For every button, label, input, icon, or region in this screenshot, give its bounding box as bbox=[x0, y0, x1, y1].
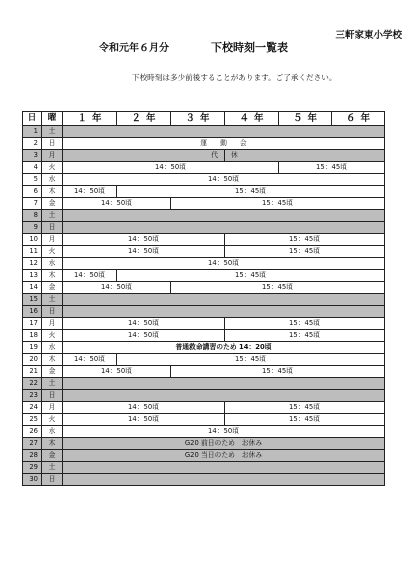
date-cell: 6 bbox=[23, 186, 42, 198]
table-row bbox=[23, 234, 385, 246]
date-cell: 4 bbox=[23, 162, 42, 174]
date-cell: 8 bbox=[23, 210, 42, 222]
date-cell: 30 bbox=[23, 474, 42, 486]
table-row bbox=[23, 306, 385, 318]
date-cell: 18 bbox=[23, 330, 42, 342]
date-cell: 28 bbox=[23, 450, 42, 462]
table-row bbox=[23, 222, 385, 234]
date-cell: 2 bbox=[23, 138, 42, 150]
time-cell: 14：50頃 bbox=[63, 426, 385, 438]
time-cell: 14：50頃 bbox=[63, 198, 171, 210]
table-row bbox=[23, 150, 385, 162]
table-row bbox=[23, 378, 385, 390]
table-row bbox=[23, 474, 385, 486]
date-cell: 1 bbox=[23, 126, 42, 138]
table-row bbox=[23, 162, 385, 174]
dow-cell: 土 bbox=[42, 378, 63, 390]
table-row bbox=[23, 426, 385, 438]
table-row bbox=[23, 126, 385, 138]
time-cell: 15：45頃 bbox=[225, 234, 385, 246]
dow-cell: 水 bbox=[42, 342, 63, 354]
dow-cell: 金 bbox=[42, 366, 63, 378]
dow-cell: 日 bbox=[42, 306, 63, 318]
table-row bbox=[23, 138, 385, 150]
table-row bbox=[23, 258, 385, 270]
table-row bbox=[23, 282, 385, 294]
header-dow: 曜 bbox=[42, 112, 63, 126]
table-row bbox=[23, 198, 385, 210]
time-cell: 14：50頃 bbox=[63, 414, 225, 426]
time-cell: 14：50頃 bbox=[63, 330, 225, 342]
event-note: G20 前日のため お休み bbox=[63, 438, 385, 450]
time-cell: 15：45頃 bbox=[117, 270, 385, 282]
date-cell: 26 bbox=[23, 426, 42, 438]
time-cell: 14：50頃 bbox=[63, 318, 225, 330]
event-note: 普通救命講習のため 14：20頃 bbox=[63, 342, 385, 354]
substitute-holiday-1: 代 bbox=[63, 150, 225, 162]
table-row bbox=[23, 186, 385, 198]
date-cell: 27 bbox=[23, 438, 42, 450]
time-cell: 14：50頃 bbox=[63, 162, 279, 174]
time-cell: 14：50頃 bbox=[63, 246, 225, 258]
dow-cell: 月 bbox=[42, 318, 63, 330]
date-cell: 25 bbox=[23, 414, 42, 426]
holiday-cell bbox=[63, 462, 385, 474]
title-month: 令和元年６月分 bbox=[99, 43, 169, 54]
table-row bbox=[23, 438, 385, 450]
dow-cell: 火 bbox=[42, 414, 63, 426]
table-row bbox=[23, 462, 385, 474]
time-cell: 15：45頃 bbox=[171, 366, 385, 378]
event-note: G20 当日のため お休み bbox=[63, 450, 385, 462]
table-header-row bbox=[23, 112, 385, 126]
dow-cell: 土 bbox=[42, 294, 63, 306]
dow-cell: 火 bbox=[42, 246, 63, 258]
dow-cell: 日 bbox=[42, 474, 63, 486]
dow-cell: 木 bbox=[42, 186, 63, 198]
table-row bbox=[23, 354, 385, 366]
date-cell: 7 bbox=[23, 198, 42, 210]
time-cell: 14：50頃 bbox=[63, 186, 117, 198]
header-grade-1: １年 bbox=[63, 112, 117, 126]
dow-cell: 火 bbox=[42, 330, 63, 342]
date-cell: 16 bbox=[23, 306, 42, 318]
date-cell: 3 bbox=[23, 150, 42, 162]
time-cell: 14：50頃 bbox=[63, 174, 385, 186]
time-cell: 14：50頃 bbox=[63, 402, 225, 414]
dow-cell: 水 bbox=[42, 426, 63, 438]
table-row bbox=[23, 450, 385, 462]
school-name: 三軒家東小学校 bbox=[335, 30, 402, 41]
date-cell: 10 bbox=[23, 234, 42, 246]
time-cell: 15：45頃 bbox=[225, 414, 385, 426]
dow-cell: 土 bbox=[42, 126, 63, 138]
date-cell: 12 bbox=[23, 258, 42, 270]
dismissal-time-table bbox=[22, 111, 385, 486]
dow-cell: 木 bbox=[42, 438, 63, 450]
date-cell: 13 bbox=[23, 270, 42, 282]
table-row bbox=[23, 342, 385, 354]
date-cell: 21 bbox=[23, 366, 42, 378]
date-cell: 15 bbox=[23, 294, 42, 306]
time-cell: 15：45頃 bbox=[225, 402, 385, 414]
dow-cell: 月 bbox=[42, 150, 63, 162]
header-grade-3: ３年 bbox=[171, 112, 225, 126]
time-cell: 15：45頃 bbox=[225, 246, 385, 258]
page-title: 下校時刻一覧表 bbox=[211, 41, 288, 54]
dow-cell: 木 bbox=[42, 270, 63, 282]
time-cell: 14：50頃 bbox=[63, 270, 117, 282]
table-row bbox=[23, 270, 385, 282]
dow-cell: 日 bbox=[42, 222, 63, 234]
dow-cell: 水 bbox=[42, 258, 63, 270]
time-cell: 14：50頃 bbox=[63, 354, 117, 366]
date-cell: 22 bbox=[23, 378, 42, 390]
holiday-cell bbox=[63, 378, 385, 390]
notice-text: 下校時刻は多少前後することがあります。ご了承ください。 bbox=[132, 73, 337, 82]
table-row bbox=[23, 210, 385, 222]
dow-cell: 火 bbox=[42, 162, 63, 174]
dow-cell: 金 bbox=[42, 450, 63, 462]
dow-cell: 金 bbox=[42, 198, 63, 210]
dow-cell: 月 bbox=[42, 234, 63, 246]
time-cell: 15：45頃 bbox=[117, 354, 385, 366]
dow-cell: 水 bbox=[42, 174, 63, 186]
date-cell: 17 bbox=[23, 318, 42, 330]
time-cell: 15：45頃 bbox=[225, 318, 385, 330]
event-note: 運動会 bbox=[63, 138, 385, 150]
dow-cell: 月 bbox=[42, 402, 63, 414]
date-cell: 20 bbox=[23, 354, 42, 366]
dow-cell: 日 bbox=[42, 390, 63, 402]
holiday-cell bbox=[63, 306, 385, 318]
holiday-cell bbox=[63, 222, 385, 234]
table-row bbox=[23, 174, 385, 186]
holiday-cell bbox=[63, 210, 385, 222]
dow-cell: 木 bbox=[42, 354, 63, 366]
date-cell: 19 bbox=[23, 342, 42, 354]
dow-cell: 土 bbox=[42, 462, 63, 474]
holiday-cell bbox=[63, 294, 385, 306]
table-row bbox=[23, 402, 385, 414]
dow-cell: 日 bbox=[42, 138, 63, 150]
holiday-cell bbox=[63, 474, 385, 486]
header-grade-4: ４年 bbox=[225, 112, 279, 126]
time-cell: 14：50頃 bbox=[63, 234, 225, 246]
time-cell: 15：45頃 bbox=[225, 330, 385, 342]
header-grade-5: ５年 bbox=[279, 112, 332, 126]
time-cell: 14：50頃 bbox=[63, 366, 171, 378]
header-grade-6: ６年 bbox=[332, 112, 385, 126]
holiday-cell bbox=[63, 390, 385, 402]
substitute-holiday-2: 休 bbox=[225, 150, 385, 162]
table-row bbox=[23, 330, 385, 342]
date-cell: 29 bbox=[23, 462, 42, 474]
date-cell: 14 bbox=[23, 282, 42, 294]
date-cell: 23 bbox=[23, 390, 42, 402]
dow-cell: 土 bbox=[42, 210, 63, 222]
holiday-cell bbox=[63, 126, 385, 138]
table-row bbox=[23, 246, 385, 258]
date-cell: 24 bbox=[23, 402, 42, 414]
time-cell: 15：45頃 bbox=[171, 198, 385, 210]
date-cell: 11 bbox=[23, 246, 42, 258]
date-cell: 9 bbox=[23, 222, 42, 234]
table-row bbox=[23, 294, 385, 306]
time-cell: 15：45頃 bbox=[117, 186, 385, 198]
table-row bbox=[23, 366, 385, 378]
time-cell: 15：45頃 bbox=[171, 282, 385, 294]
time-cell: 15：45頃 bbox=[279, 162, 385, 174]
dow-cell: 金 bbox=[42, 282, 63, 294]
table-row bbox=[23, 414, 385, 426]
table-row bbox=[23, 390, 385, 402]
header-grade-2: ２年 bbox=[117, 112, 171, 126]
time-cell: 14：50頃 bbox=[63, 282, 171, 294]
date-cell: 5 bbox=[23, 174, 42, 186]
time-cell: 14：50頃 bbox=[63, 258, 385, 270]
table-row bbox=[23, 318, 385, 330]
header-date: 日 bbox=[23, 112, 42, 126]
